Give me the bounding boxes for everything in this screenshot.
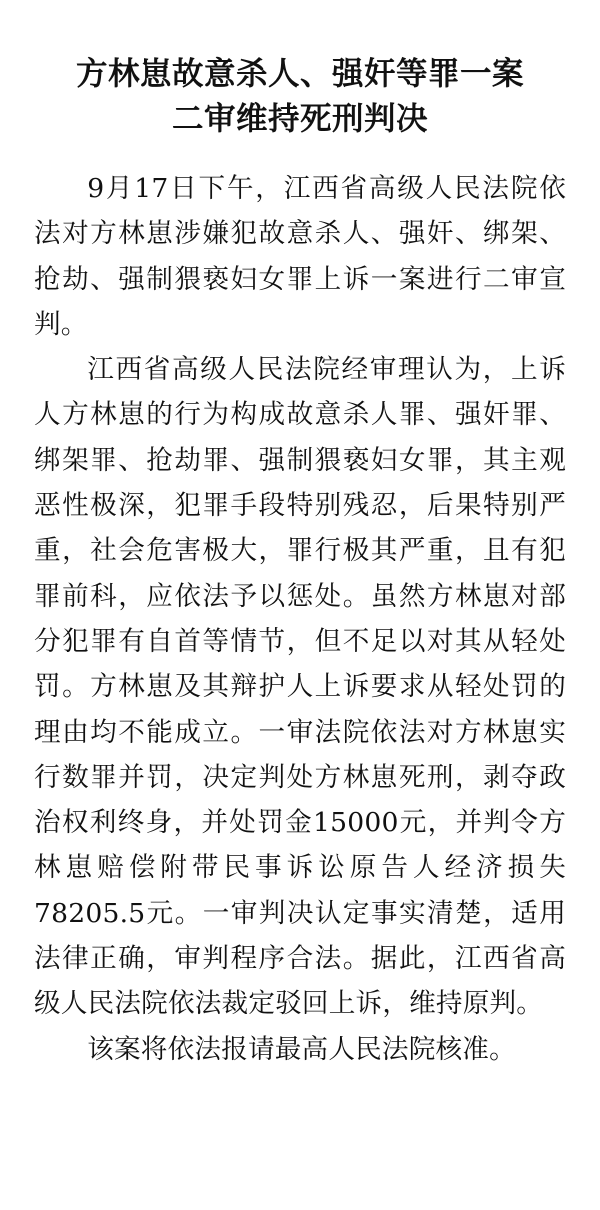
article-title-line-2: 二审维持死刑判决 — [171, 101, 428, 137]
article-paragraph-3: 该案将依法报请最高人民法院核准。 — [87, 1033, 516, 1065]
article-paragraph-1: 9月17日下午，江西省高级人民法院依法对方林崽涉嫌犯故意杀人、强奸、绑架、抢劫、强制猥亵妇女罪上诉一案进行二审宣判。 — [34, 173, 566, 340]
article-paragraph-2: 江西省高级人民法院经审理认为，上诉人方林崽的行为构成故意杀人罪、强奸罪、绑架罪、抢劫罪、强制猥亵妇女罪，其主观恶性极深，犯罪手段特别残忍，后果特别严重，社会危害极大，罪行极其严重，且有犯罪前科，应依法予以惩处。虽然方林崽对部分犯罪有自首等情节，但不足以对其从轻处罚。方林崽及其辩护人上诉要求从轻处罚的理由均不能成立。一审法院依法对方林崽实行数罪并罚，决定判处方林崽死刑，剥夺政治权利终身，并处罚金15000元，并判令方林崽赔偿附带民事诉讼原告人经济损失78205.5元。一审判决认定事实清楚，适用法律正确，审判程序合法。据此，江西省高级人民法院依法裁定驳回上诉，维持原判。 — [34, 354, 566, 1020]
article-title — [34, 52, 566, 142]
article-title-line-1: 方林崽故意杀人、强奸等罪一案 — [75, 56, 524, 92]
article-body — [34, 166, 566, 1072]
